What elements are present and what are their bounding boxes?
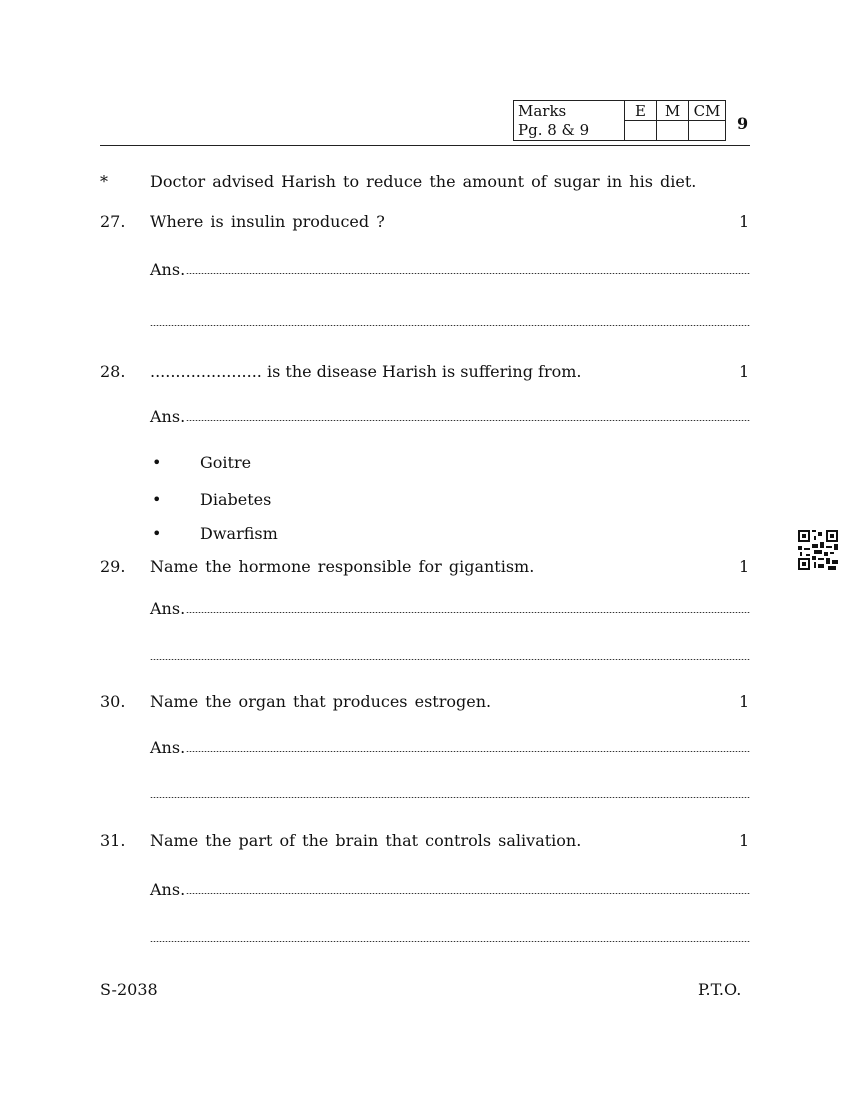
answer-line[interactable] — [150, 797, 750, 798]
marks-col-m: M — [657, 101, 689, 121]
question-number: 28. — [100, 362, 126, 381]
question-text-rest: is the disease Harish is suffering from. — [261, 362, 582, 381]
question-marks: 1 — [739, 831, 750, 850]
question-number: 29. — [100, 557, 126, 576]
pto-label: P.T.O. — [698, 980, 742, 999]
answer-label: Ans. — [150, 880, 186, 899]
marks-col-cm: CM — [689, 101, 726, 121]
pages-label: Pg. 8 & 9 — [514, 121, 625, 141]
answer-line[interactable] — [186, 751, 750, 752]
option-item: Goitre — [200, 453, 252, 472]
answer-label: Ans. — [150, 738, 186, 757]
question-marks: 1 — [739, 362, 750, 381]
bullet-icon: • — [152, 524, 162, 543]
marks-table — [513, 100, 726, 141]
question-text: Where is insulin produced ? — [150, 212, 385, 231]
question-blank: ...................... — [150, 362, 262, 381]
answer-line[interactable] — [186, 273, 750, 274]
question-number: 27. — [100, 212, 126, 231]
intro-text: Doctor advised Harish to reduce the amount of sugar in his diet. — [150, 172, 697, 191]
marks-cell-cm — [689, 121, 726, 141]
question-number: 31. — [100, 831, 126, 850]
bullet-icon: • — [152, 490, 162, 509]
answer-label: Ans. — [150, 407, 186, 426]
answer-line[interactable] — [186, 420, 750, 421]
answer-line[interactable] — [150, 941, 750, 942]
marks-cell-e — [625, 121, 657, 141]
answer-line[interactable] — [150, 325, 750, 326]
option-item: Diabetes — [200, 490, 272, 509]
answer-line[interactable] — [186, 893, 750, 894]
question-marks: 1 — [739, 557, 750, 576]
intro-marker: * — [100, 172, 108, 191]
marks-cell-m — [657, 121, 689, 141]
question-marks: 1 — [739, 692, 750, 711]
bullet-icon: • — [152, 453, 162, 472]
page-number: 9 — [737, 114, 749, 133]
marks-col-e: E — [625, 101, 657, 121]
question-text: Name the part of the brain that controls salivation. — [150, 831, 582, 850]
option-item: Dwarfism — [200, 524, 278, 543]
marks-label: Marks — [514, 101, 625, 121]
header-rule — [100, 145, 750, 146]
answer-label: Ans. — [150, 599, 186, 618]
question-text: Name the hormone responsible for gigantism. — [150, 557, 535, 576]
paper-code: S-2038 — [100, 980, 158, 999]
question-text: Name the organ that produces estrogen. — [150, 692, 492, 711]
answer-label: Ans. — [150, 260, 186, 279]
answer-line[interactable] — [186, 612, 750, 613]
answer-line[interactable] — [150, 659, 750, 660]
question-number: 30. — [100, 692, 126, 711]
question-marks: 1 — [739, 212, 750, 231]
question-text — [150, 362, 582, 382]
qr-code-icon — [798, 530, 838, 570]
